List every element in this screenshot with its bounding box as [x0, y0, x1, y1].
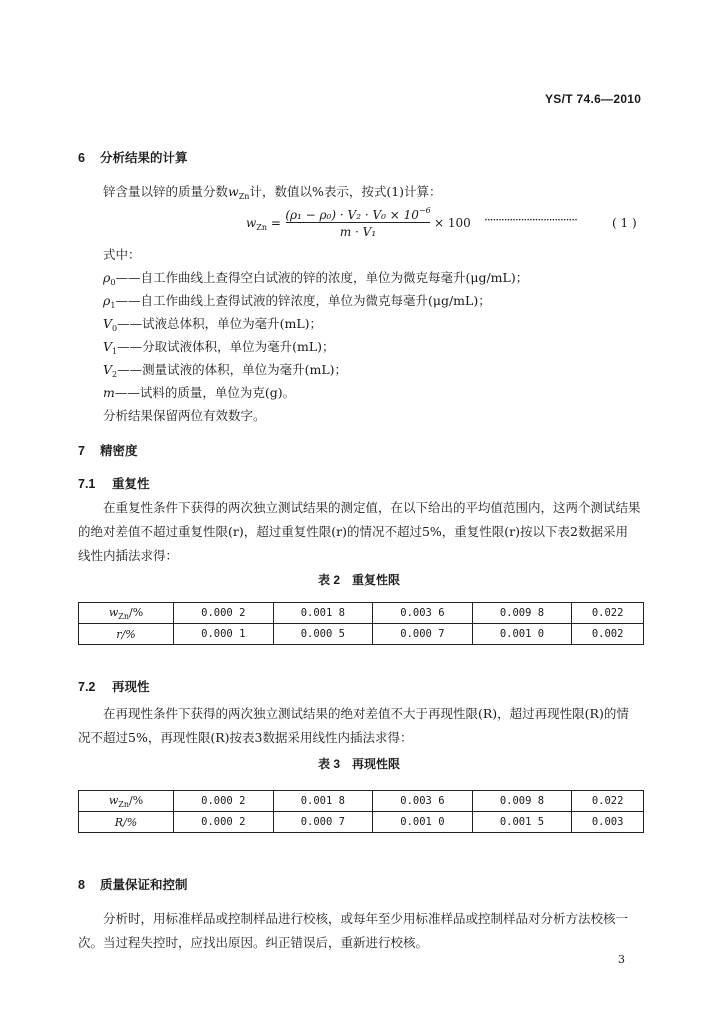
formula-lhs: $w_{Zn}$ = [246, 216, 281, 232]
def-symbol: ρ [103, 270, 111, 285]
definition-m [103, 381, 295, 405]
table-header-cell: $w_{Zn}/\%$ [79, 603, 174, 624]
formula-multiplier: × 100 [434, 216, 471, 230]
table-cell: 0.003 6 [373, 603, 473, 624]
table-header-cell: r/% [79, 624, 174, 645]
def-subscript: 1 [112, 347, 118, 356]
subsection-number: 7.2 [78, 680, 96, 694]
formula-numerator [284, 206, 432, 222]
table-header-cell: R/% [79, 812, 174, 833]
reproducibility-para-line2: 况不超过5%，再现性限(R)按表3数据采用线性内插法求得： [78, 730, 413, 745]
def-text: ——测量试液的体积，单位为毫升(mL)； [117, 362, 348, 377]
table-cell: 0.000 2 [174, 812, 274, 833]
table-cell: 0.000 7 [273, 812, 373, 833]
table-cell: 0.000 2 [174, 791, 274, 812]
section-7-2-heading [78, 677, 150, 695]
def-subscript: 0 [112, 324, 118, 333]
table-cell: 0.022 [572, 603, 644, 624]
table-cell: 0.009 8 [472, 603, 572, 624]
formula-lhs-symbol: w [246, 216, 257, 230]
def-text: ——试料的质量，单位为克(g)。 [114, 385, 296, 400]
symbol-w: w [228, 184, 239, 199]
quality-para-line2: 次。当过程失控时，应找出原因。纠正错误后，重新进行校核。 [78, 935, 429, 950]
table-cell: 0.000 2 [174, 603, 274, 624]
def-text: ——自工作曲线上查得试液的锌浓度，单位为微克每毫升(μg/mL)； [115, 293, 491, 308]
section-title: 分析结果的计算 [100, 151, 188, 165]
section-6-intro [103, 180, 442, 209]
table-cell: 0.003 [572, 812, 644, 833]
table-cell: 0.000 1 [174, 624, 274, 645]
def-symbol: V [103, 316, 113, 331]
table-row [79, 791, 644, 812]
formula-leader-dots: ································· [484, 213, 577, 227]
table-cell: 0.001 0 [373, 812, 473, 833]
table-cell: 0.001 0 [472, 624, 572, 645]
table-cell: 0.002 [572, 624, 644, 645]
formula-denominator: m · V₁ [339, 225, 377, 239]
table-3-caption: 表 3 再现性限 [318, 757, 401, 771]
section-8-heading [78, 875, 188, 893]
section-number: 7 [78, 444, 85, 458]
repeatability-para-line2: 的绝对差值不超过重复性限(r)，超过重复性限(r)的情况不超过5%，重复性限(r)按以下表2数据采用 [78, 524, 628, 539]
def-text: ——分取试液体积，单位为毫升(mL)； [117, 339, 335, 354]
section-number: 8 [78, 878, 85, 892]
numerator-exponent: −6 [418, 206, 431, 215]
table-row [79, 812, 644, 833]
table-cell: 0.000 5 [273, 624, 373, 645]
table-row [79, 624, 644, 645]
reproducibility-para-line1: 在再现性条件下获得的两次独立测试结果的绝对差值不大于再现性限(R)，超过再现性限(R)的情 [103, 706, 629, 721]
def-subscript: 0 [110, 278, 116, 287]
section-title: 质量保证和控制 [100, 878, 188, 892]
numerator-text: (ρ₁ − ρ₀) · V₂ · V₀ × 10 [285, 208, 419, 222]
table-cell: 0.009 8 [472, 791, 572, 812]
subsection-number: 7.1 [78, 477, 96, 491]
intro-text: 锌含量以锌的质量分数 [103, 184, 229, 199]
def-text: ——试液总体积，单位为毫升(mL)； [117, 316, 323, 331]
result-note: 分析结果保留两位有效数字。 [103, 408, 266, 423]
table-2-caption: 表 2 重复性限 [318, 573, 401, 587]
intro-tail: 计，数值以%表示，按式(1)计算： [249, 184, 442, 199]
symbol-subscript: Zn [238, 192, 250, 201]
subsection-title: 再现性 [112, 680, 150, 694]
repeatability-para-line3: 线性内插法求得： [78, 548, 179, 563]
def-subscript: 2 [112, 370, 118, 379]
table-cell: 0.001 5 [472, 812, 572, 833]
quality-para-line1: 分析时，用标准样品或控制样品进行校核，或每年至少用标准样品或控制样品对分析方法校核一 [103, 911, 629, 926]
section-7-1-heading [78, 474, 150, 492]
table-3-reproducibility-limit [78, 790, 644, 833]
def-subscript: 1 [110, 301, 116, 310]
repeatability-para-line1: 在重复性条件下获得的两次独立测试结果的测定值，在以下给出的平均值范围内，这两个测试结果 [103, 500, 641, 515]
formula-lhs-subscript: Zn [256, 223, 267, 232]
def-text: ——自工作曲线上查得空白试液的锌的浓度，单位为微克每毫升(μg/mL)； [115, 270, 529, 285]
equation-number: ( 1 ) [612, 216, 637, 230]
def-symbol: m [103, 385, 115, 400]
fraction-bar [286, 222, 430, 223]
table-cell: 0.000 7 [373, 624, 473, 645]
where-label: 式中： [103, 247, 141, 262]
page-number: 3 [618, 953, 625, 966]
section-number: 6 [78, 151, 85, 165]
section-6-heading [78, 148, 188, 166]
def-symbol: ρ [103, 293, 111, 308]
section-title: 精密度 [100, 444, 138, 458]
table-cell: 0.001 8 [273, 791, 373, 812]
table-cell: 0.003 6 [373, 791, 473, 812]
def-symbol: V [103, 339, 113, 354]
section-7-heading [78, 441, 138, 459]
def-symbol: V [103, 362, 113, 377]
subsection-title: 重复性 [112, 477, 150, 491]
table-cell: 0.022 [572, 791, 644, 812]
table-2-repeatability-limit [78, 602, 644, 645]
table-row [79, 603, 644, 624]
standard-code: YS/T 74.6—2010 [545, 92, 642, 106]
table-header-cell: $w_{Zn}/\%$ [79, 791, 174, 812]
table-cell: 0.001 8 [273, 603, 373, 624]
